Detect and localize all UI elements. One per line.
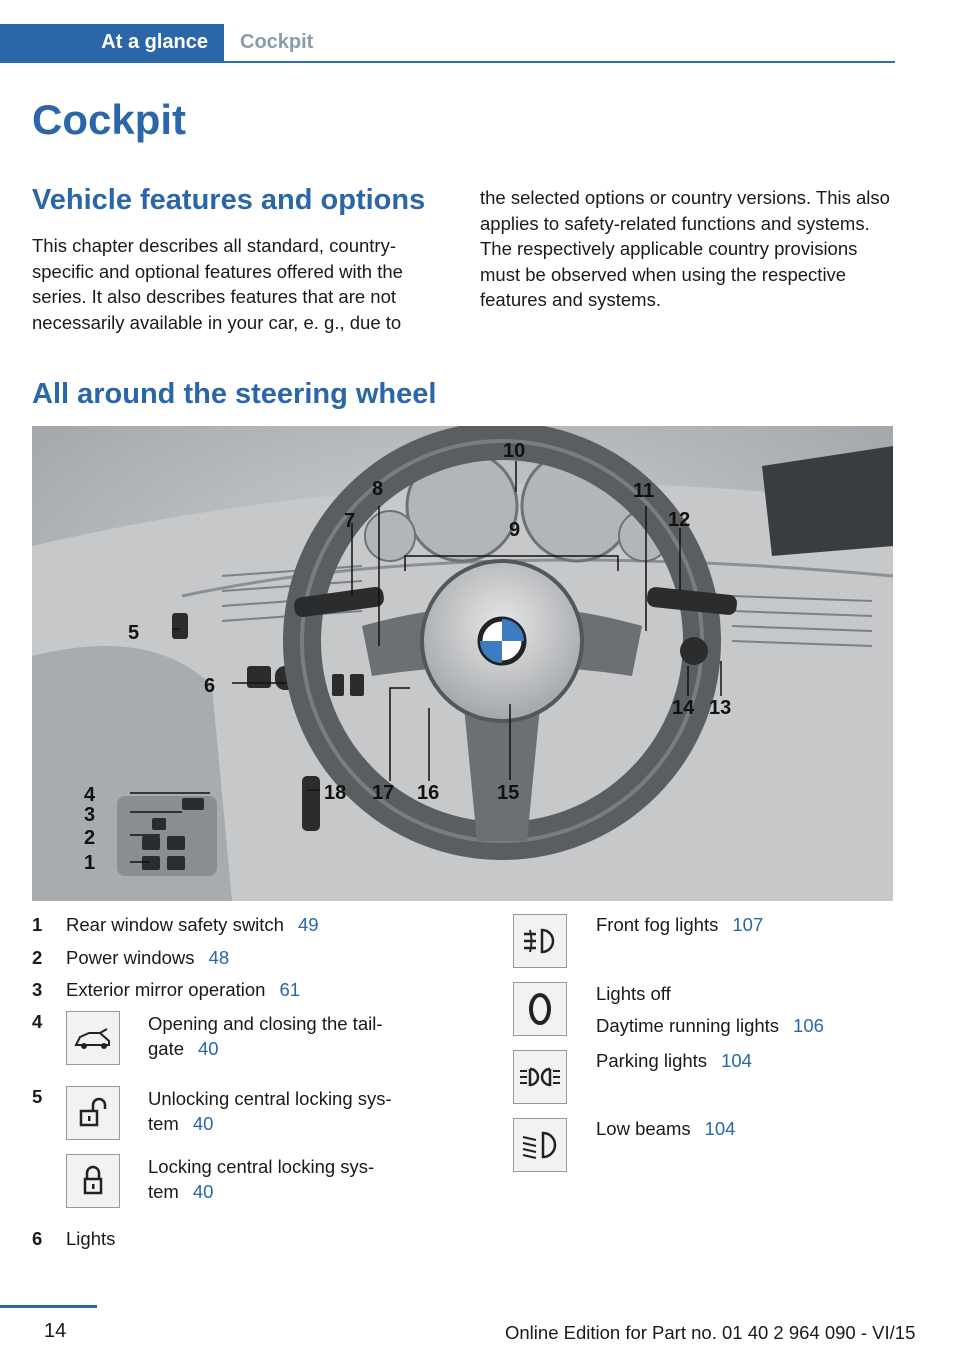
callout-17: 17 (372, 782, 395, 804)
legend-list-right (513, 914, 913, 1184)
edition-footer: Online Edition for Part no. 01 40 2 964 090 - VI/15 (505, 1322, 916, 1343)
item-label: Daytime running lights (596, 1015, 780, 1036)
page-number: 14 (44, 1320, 67, 1342)
page-link[interactable]: 40 (198, 1038, 219, 1059)
header-bar (0, 24, 895, 63)
section-title: Vehicle features and options (32, 184, 426, 216)
page-link[interactable]: 107 (732, 914, 764, 935)
item-label: Low beams (596, 1118, 691, 1139)
item-label: Rear window safety switch (66, 914, 284, 935)
item-label: Front fog lights (596, 914, 719, 935)
page-link[interactable]: 106 (793, 1015, 824, 1036)
page-link[interactable]: 61 (279, 979, 301, 1000)
callout-3: 3 (84, 804, 96, 826)
page-title: Cockpit (32, 96, 187, 143)
page-link[interactable]: 104 (704, 1118, 736, 1139)
callout-9: 9 (509, 519, 521, 541)
page-link[interactable]: 40 (192, 1181, 214, 1202)
item-label: Locking central locking sys- (148, 1156, 375, 1177)
lock-icon (66, 1154, 120, 1208)
callout-10: 10 (503, 440, 526, 462)
callout-1: 1 (84, 852, 96, 874)
callout-5: 5 (128, 622, 140, 644)
tab-cockpit[interactable]: Cockpit (240, 31, 314, 53)
item-label: Power windows (66, 947, 195, 968)
callout-12: 12 (668, 509, 691, 531)
page-link[interactable]: 49 (297, 914, 319, 935)
steering-wheel-illustration (32, 426, 893, 901)
callout-13: 13 (709, 697, 732, 719)
unlock-icon (66, 1086, 120, 1140)
item-label-cont: gate (148, 1038, 185, 1059)
legend-list-left: 1 Rear window safety switch 49 2 Power windows 48 3 Exterior mirror operation 61 4 Opening and closing the tail- gate 40 5 Unlocking central locking sys- tem 40 Locking central locking sys- tem 40 6 Lights (32, 914, 392, 1249)
subsection-title: All around the steering wheel (32, 378, 437, 410)
callout-4: 4 (84, 784, 96, 806)
low-beams-icon (513, 1118, 567, 1172)
front-fog-lights-icon (513, 914, 567, 968)
item-label-cont: tem (148, 1181, 179, 1202)
lights-off-icon (513, 982, 567, 1036)
item-label: Lights off (596, 983, 671, 1004)
callout-2: 2 (84, 827, 96, 849)
item-label: Unlocking central locking sys- (148, 1088, 392, 1109)
callout-7: 7 (344, 510, 356, 532)
item-label: Opening and closing the tail- (148, 1013, 383, 1034)
item-label: Parking lights (596, 1050, 708, 1071)
callout-6: 6 (204, 675, 216, 697)
item-label: Exterior mirror operation (66, 979, 266, 1000)
intro-paragraph-left: This chapter describes all standard, country-specific and optional features offered with the series. It also describes features that are not necessarily available in your car, e. g., due to (32, 235, 403, 333)
footer-rule (0, 1305, 97, 1308)
tab-at-a-glance[interactable]: At a glance (0, 24, 224, 61)
item-label-cont: tem (148, 1113, 179, 1134)
callout-14: 14 (672, 697, 695, 719)
callout-16: 16 (417, 782, 440, 804)
page-link[interactable]: 104 (721, 1050, 752, 1071)
intro-paragraph-right: the selected options or country versions. This also applies to safety-related functions and systems. The respectively applicable country provisions must be observed when using the respective features and systems. (480, 187, 890, 310)
page-link[interactable]: 40 (192, 1113, 214, 1134)
tailgate-icon (66, 1011, 120, 1065)
callout-15: 15 (497, 782, 520, 804)
callout-8: 8 (372, 478, 384, 500)
page-link[interactable]: 48 (208, 947, 230, 968)
item-label: Lights (66, 1228, 116, 1249)
callout-18: 18 (324, 782, 347, 804)
callout-11: 11 (633, 480, 655, 502)
parking-lights-icon (513, 1050, 567, 1104)
